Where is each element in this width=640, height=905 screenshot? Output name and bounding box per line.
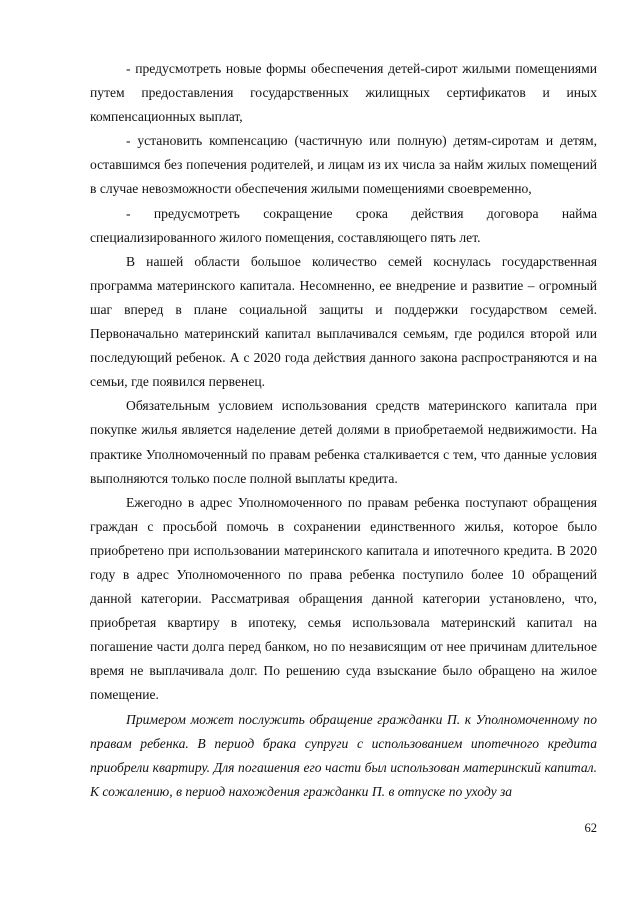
paragraph-1: - предусмотреть новые формы обеспечения детей-сирот жилыми помещениями путем предоставления государственных жилищных сертификатов и иных компенсационных выплат, [90,61,597,125]
paragraph-2: - установить компенсацию (частичную или полную) детям-сиротам и детям, оставшимся без попечения родителей, и лицам из их числа за найм жилых помещений в случае невозможности обеспечения жилыми помещениями своевременно, [90,133,597,197]
paragraph-7-italic: Примером может послужить обращение гражданки П. к Уполномоченному по правам ребенка. В период брака супруги с использованием ипотечного кредита приобрели квартиру. Для погашения его части был использован материнский капитал. К сожалению, в период нахождения гражданки П. в отпуске по уходу за [90,711,597,799]
page-number: 62 [584,821,597,835]
body-text [90,57,597,804]
paragraph-4: В нашей области большое количество семей коснулась государственная программа материнского капитала. Несомненно, ее внедрение и развитие – огромный шаг вперед в плане социальной защиты и поддержки государством семей. Первоначально материнский капитал выплачивался семьям, где родился второй или последующий ребенок. А с 2020 года действия данного закона распространяются и на семьи, где появился первенец. [90,253,597,390]
paragraph-6: Ежегодно в адрес Уполномоченного по правам ребенка поступают обращения граждан с просьбой помочь в сохранении единственного жилья, которое было приобретено при использовании материнского капитала и ипотечного кредита. В 2020 году в адрес Уполномоченного по права ребенка поступило более 10 обращений данной категории. Рассматривая обращения данной категории установлено, что, приобретая квартиру в ипотеку, семья использовала материнский капитал на погашение части долга перед банком, но по независящим от нее причинам длительное время не выплачивала долг. По решению суда взыскание было обращено на жилое помещение. [90,494,597,703]
paragraph-3: - предусмотреть сокращение срока действия договора найма специализированного жилого помещения, составляющего пять лет. [90,205,597,245]
paragraph-5: Обязательным условием использования средств материнского капитала при покупке жилья является наделение детей долями в приобретаемой недвижимости. На практике Уполномоченный по правам ребенка сталкивается с тем, что данные условия выполняются только после полной выплаты кредита. [90,398,597,486]
